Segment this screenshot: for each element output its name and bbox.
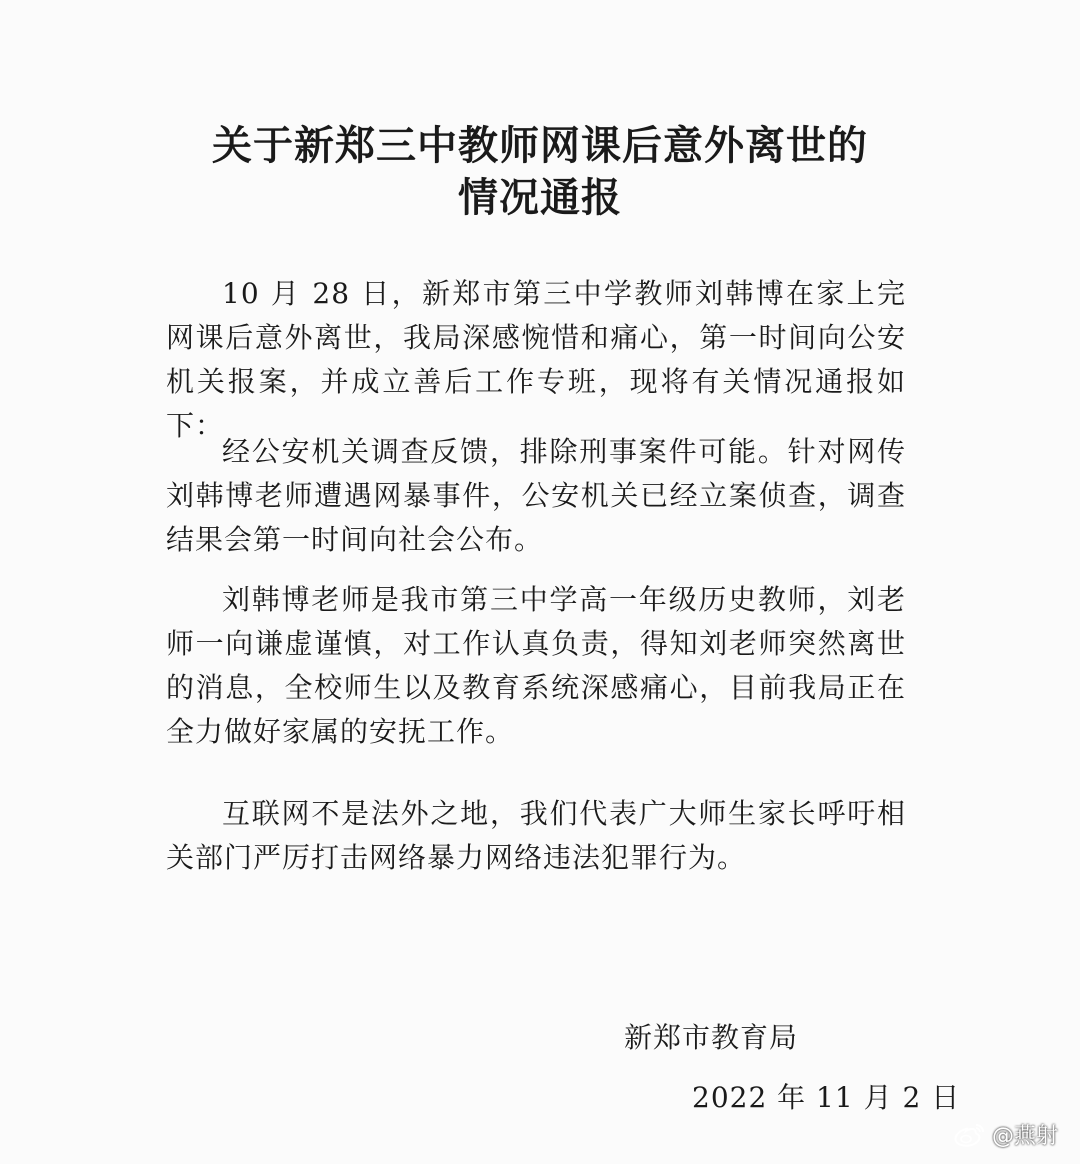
paragraph-1: 10 月 28 日，新郑市第三中学教师刘韩博在家上完网课后意外离世，我局深感惋惜和痛心，第一时间向公安机关报案，并成立善后工作专班，现将有关情况通报如下： xyxy=(166,277,906,442)
paragraph-4: 互联网不是法外之地，我们代表广大师生家长呼吁相关部门严厉打击网络暴力网络违法犯罪行为。 xyxy=(166,797,906,874)
weibo-watermark xyxy=(952,1119,1058,1150)
watermark-handle: @燕射 xyxy=(991,1124,1058,1149)
issue-date: 2022 年 11 月 2 日 xyxy=(692,1081,961,1114)
paragraph-2: 经公安机关调查反馈，排除刑事案件可能。针对网传刘韩博老师遭遇网暴事件，公安机关已经立案侦查，调查结果会第一时间向社会公布。 xyxy=(166,435,906,556)
issuer-signature: 新郑市教育局 xyxy=(624,1021,799,1054)
paragraph-3: 刘韩博老师是我市第三中学高一年级历史教师，刘老师一向谦虚谨慎，对工作认真负责，得知刘老师突然离世的消息，全校师生以及教育系统深感痛心，目前我局正在全力做好家属的安抚工作。 xyxy=(166,583,906,748)
weibo-icon xyxy=(952,1121,986,1149)
document-title-line-1: 关于新郑三中教师网课后意外离世的 xyxy=(212,122,868,169)
document-title-line-2: 情况通报 xyxy=(458,174,622,221)
